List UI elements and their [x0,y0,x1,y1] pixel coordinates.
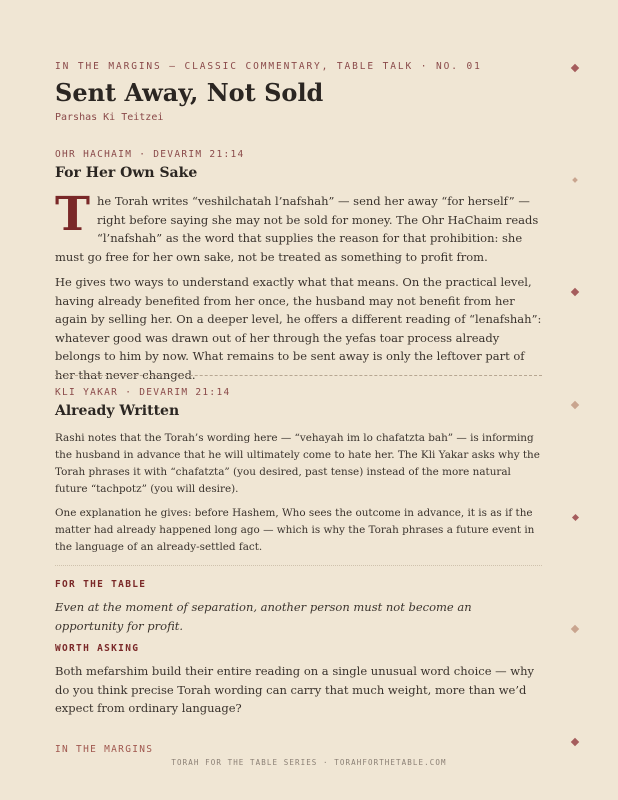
diamond-icon [572,177,578,183]
for-the-table-text: Even at the moment of separation, another person must not become an opportunity for profit. [55,600,472,633]
worth-asking-label: WORTH ASKING [55,643,140,654]
section-heading: Already Written [55,403,180,419]
series-kicker: IN THE MARGINS — CLASSIC COMMENTARY, TABLE TALK · NO. 01 [55,61,482,72]
diamond-icon [571,738,579,746]
footer-label: IN THE MARGINS [55,744,154,755]
footer-credit: TORAH FOR THE TABLE SERIES · TORAHFORTHETABLE.COM [171,758,447,767]
section-paragraph: One explanation he gives: before Hashem, Who sees the outcome in advance, it is as if the matter had already happened long ago — which is why the Torah phrases a future event in the language of an already-settled fact. [55,507,535,553]
section-heading: For Her Own Sake [55,165,198,181]
paragraph-text: he Torah writes “veshilchatah l’nafshah” — send her away “for herself” — right before saying she may not be sold for money. The Ohr HaChaim reads “l’nafshah” as the word that supplies the reason for that prohibition: she must go free for her own sake, not be treated as something to profit from. [55,194,539,264]
section-paragraph: He gives two ways to understand exactly what that means. On the practical level, having already benefited from her once, the husband may not benefit from her again by selling her. On a deeper level, he offers a different reading of “lenafshah”: whatever good was drawn out of her through the yefas toar process already belongs to him by now. What remains to be sent away is only the leftover part of her that never changed. [55,275,542,382]
section-paragraph: Rashi notes that the Torah’s wording here — “vehayah im lo chafatzta bah” — is informing the husband in advance that he will ultimately come to hate her. The Kli Yakar asks why the Torah phrases it with “chafatzta” (you desired, past tense) instead of the more natural future “tachpotz” (you will desire). [55,432,540,495]
section-paragraph [55,187,542,266]
diamond-icon [571,625,579,633]
page-title: Sent Away, Not Sold [55,78,324,107]
for-the-table-label: FOR THE TABLE [55,579,147,590]
drop-cap: T [55,187,90,242]
section-source-label: OHR HACHAIM · DEVARIM 21:14 [55,149,245,160]
diamond-icon [572,514,579,521]
diamond-icon [571,64,579,72]
diamond-icon [571,401,579,409]
worth-asking-text: Both mefarshim build their entire reading on a single unusual word choice — why do you think precise Torah wording can carry that much weight, more than we’d expect from ordinary language? [55,664,535,716]
section-source-label: KLI YAKAR · DEVARIM 21:14 [55,387,231,398]
section-divider [55,565,542,566]
diamond-icon [571,288,579,296]
parsha-subtitle: Parshas Ki Teitzei [55,112,164,123]
section-divider [55,375,542,376]
